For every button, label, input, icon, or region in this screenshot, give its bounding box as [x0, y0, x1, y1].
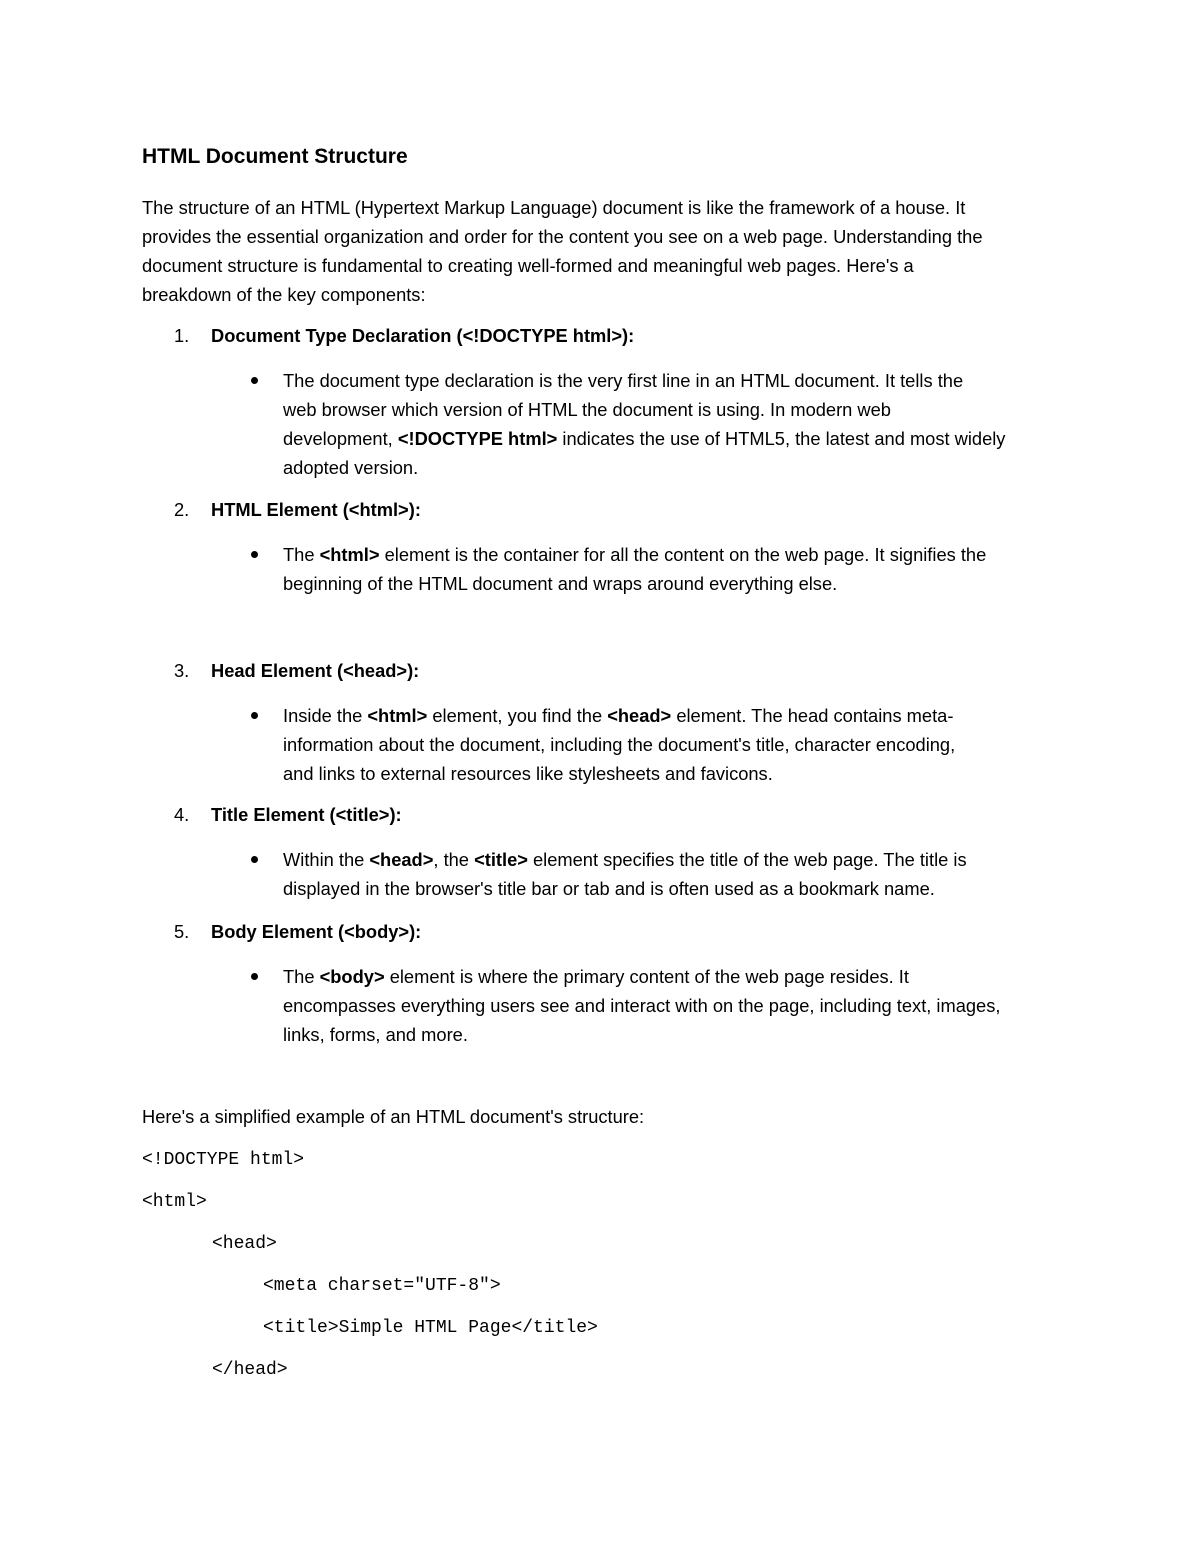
- intro-line: breakdown of the key components:: [142, 284, 426, 305]
- code-term: <html>: [319, 544, 380, 565]
- code-term: <!DOCTYPE html>: [397, 428, 558, 449]
- description-line: [283, 424, 1073, 453]
- text-run: development,: [283, 428, 398, 449]
- item-heading-title: Title Element (<title>):: [211, 804, 402, 825]
- text-run: Inside the: [283, 705, 368, 726]
- code-line: <meta charset="UTF-8">: [263, 1276, 501, 1296]
- item-description-title: [283, 845, 1073, 903]
- example-intro: Here's a simplified example of an HTML document's structure:: [142, 1106, 645, 1127]
- list-number: 2.: [174, 499, 190, 520]
- text-run: element is the container for all the content on the web page. It signifies the: [379, 544, 987, 565]
- intro-line: provides the essential organization and order for the content you see on a web page. Understanding the: [142, 226, 983, 247]
- code-term: <head>: [369, 849, 434, 870]
- item-heading-html: HTML Element (<html>):: [211, 499, 421, 520]
- text-run: indicates the use of HTML5, the latest and most widely: [557, 428, 1006, 449]
- document-title: HTML Document Structure: [142, 145, 408, 168]
- code-line: <title>Simple HTML Page</title>: [263, 1318, 598, 1338]
- intro-line: document structure is fundamental to creating well-formed and meaningful web pages. Here's a: [142, 255, 914, 276]
- code-term: <head>: [607, 705, 672, 726]
- bullet-icon: [251, 856, 258, 863]
- text-run: The: [283, 966, 320, 987]
- code-line: <head>: [212, 1234, 277, 1254]
- description-line: information about the document, including the document's title, character encoding,: [283, 734, 956, 755]
- item-description-head: [283, 701, 1073, 788]
- description-line: [283, 540, 1073, 569]
- item-heading-body: Body Element (<body>):: [211, 921, 422, 942]
- description-line: displayed in the browser's title bar or tab and is often used as a bookmark name.: [283, 878, 935, 899]
- item-description-doctype: [283, 366, 1073, 482]
- bullet-icon: [251, 377, 258, 384]
- intro-paragraph: [142, 193, 1067, 309]
- item-heading-head: Head Element (<head>):: [211, 660, 420, 681]
- text-run: element. The head contains meta-: [671, 705, 954, 726]
- code-line: <!DOCTYPE html>: [142, 1150, 305, 1170]
- code-line: <html>: [142, 1192, 207, 1212]
- text-run: The: [283, 544, 320, 565]
- description-line: [283, 701, 1073, 730]
- list-number: 1.: [174, 325, 190, 346]
- item-description-html: [283, 540, 1073, 598]
- list-number: 4.: [174, 804, 190, 825]
- list-number: 3.: [174, 660, 190, 681]
- bullet-icon: [251, 551, 258, 558]
- text-run: element, you find the: [427, 705, 608, 726]
- description-line: The document type declaration is the very first line in an HTML document. It tells the: [283, 370, 964, 391]
- item-description-body: [283, 962, 1073, 1049]
- description-line: encompasses everything users see and interact with on the page, including text, images,: [283, 995, 1001, 1016]
- description-line: web browser which version of HTML the document is using. In modern web: [283, 399, 891, 420]
- list-number: 5.: [174, 921, 190, 942]
- description-line: adopted version.: [283, 457, 419, 478]
- code-term: <html>: [367, 705, 428, 726]
- text-run: , the: [433, 849, 475, 870]
- code-line: </head>: [212, 1360, 288, 1380]
- text-run: element is where the primary content of the web page resides. It: [384, 966, 909, 987]
- text-run: element specifies the title of the web page. The title is: [527, 849, 967, 870]
- description-line: links, forms, and more.: [283, 1024, 468, 1045]
- description-line: [283, 845, 1073, 874]
- description-line: and links to external resources like stylesheets and favicons.: [283, 763, 773, 784]
- bullet-icon: [251, 712, 258, 719]
- code-term: <title>: [474, 849, 528, 870]
- code-term: <body>: [319, 966, 385, 987]
- item-heading-doctype: Document Type Declaration (<!DOCTYPE html>):: [211, 325, 635, 346]
- description-line: [283, 962, 1073, 991]
- description-line: beginning of the HTML document and wraps around everything else.: [283, 573, 838, 594]
- text-run: Within the: [283, 849, 370, 870]
- bullet-icon: [251, 973, 258, 980]
- intro-line: The structure of an HTML (Hypertext Markup Language) document is like the framework of a house. It: [142, 197, 966, 218]
